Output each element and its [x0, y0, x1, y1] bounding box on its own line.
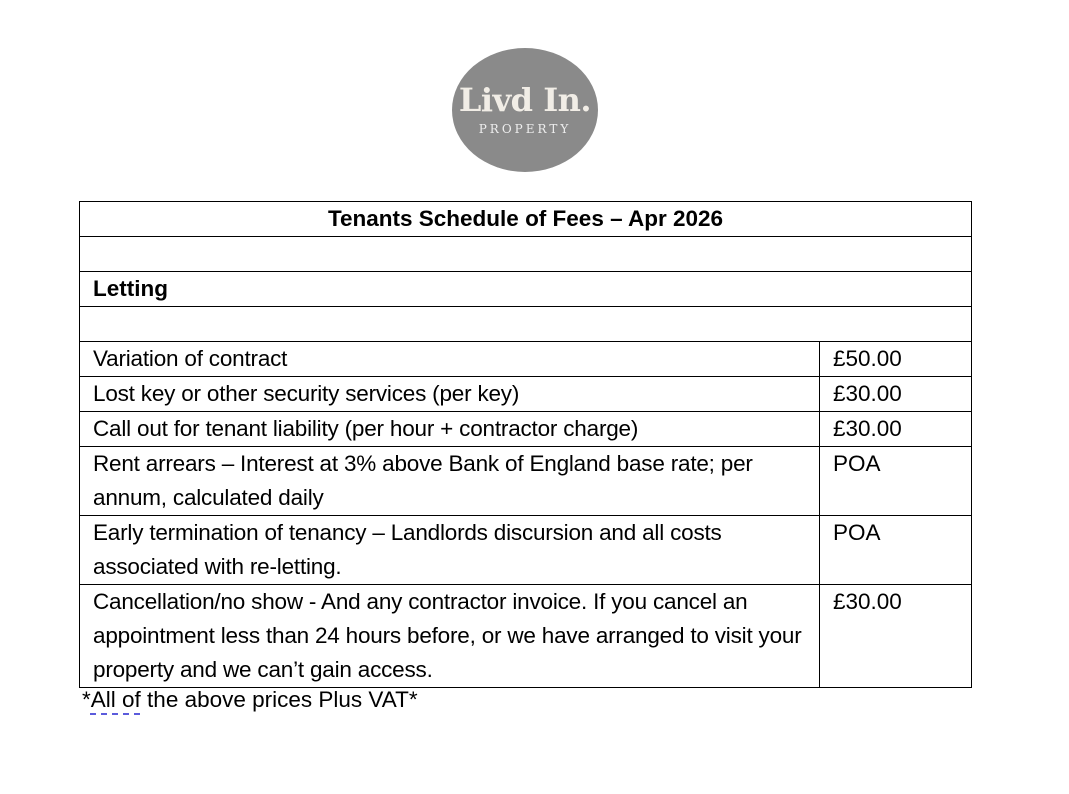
fees-schedule-table: [79, 201, 972, 688]
vat-note: [82, 683, 418, 717]
logo-wordmark: Livd In.: [458, 81, 592, 119]
table-empty-row: [80, 237, 972, 272]
table-row: [80, 342, 972, 377]
section-heading: Letting: [80, 272, 972, 307]
spellcheck-marked-text[interactable]: All of: [90, 687, 141, 712]
table-empty-row: [80, 307, 972, 342]
logo-tagline: PROPERTY: [478, 122, 572, 136]
table-row: [80, 412, 972, 447]
fee-price: £30.00: [820, 412, 972, 447]
table-row: [80, 447, 972, 516]
fee-price: £50.00: [820, 342, 972, 377]
vat-note-text: the above prices Plus VAT*: [140, 687, 418, 712]
company-logo: [452, 48, 598, 172]
fee-description: Variation of contract: [80, 342, 820, 377]
fee-price: POA: [820, 447, 972, 516]
table-title-row: [80, 202, 972, 237]
schedule-title: Tenants Schedule of Fees – Apr 2026: [80, 202, 972, 237]
empty-cell: [80, 307, 972, 342]
fee-description: Rent arrears – Interest at 3% above Bank of England base rate; per annum, calculated daily: [80, 447, 820, 516]
fee-price: £30.00: [820, 585, 972, 688]
table-row: [80, 585, 972, 688]
fee-description: Cancellation/no show - And any contractor invoice. If you cancel an appointment less than 24 hours before, or we have arranged to visit your property and we can’t gain access.: [80, 585, 820, 688]
fee-price: £30.00: [820, 377, 972, 412]
fee-description: Lost key or other security services (per key): [80, 377, 820, 412]
fee-price: POA: [820, 516, 972, 585]
fee-description: Early termination of tenancy – Landlords discursion and all costs associated with re-letting.: [80, 516, 820, 585]
table-row: [80, 377, 972, 412]
fee-description: Call out for tenant liability (per hour + contractor charge): [80, 412, 820, 447]
empty-cell: [80, 237, 972, 272]
section-header-row: [80, 272, 972, 307]
table-row: [80, 516, 972, 585]
vat-note-prefix: *: [82, 687, 91, 712]
